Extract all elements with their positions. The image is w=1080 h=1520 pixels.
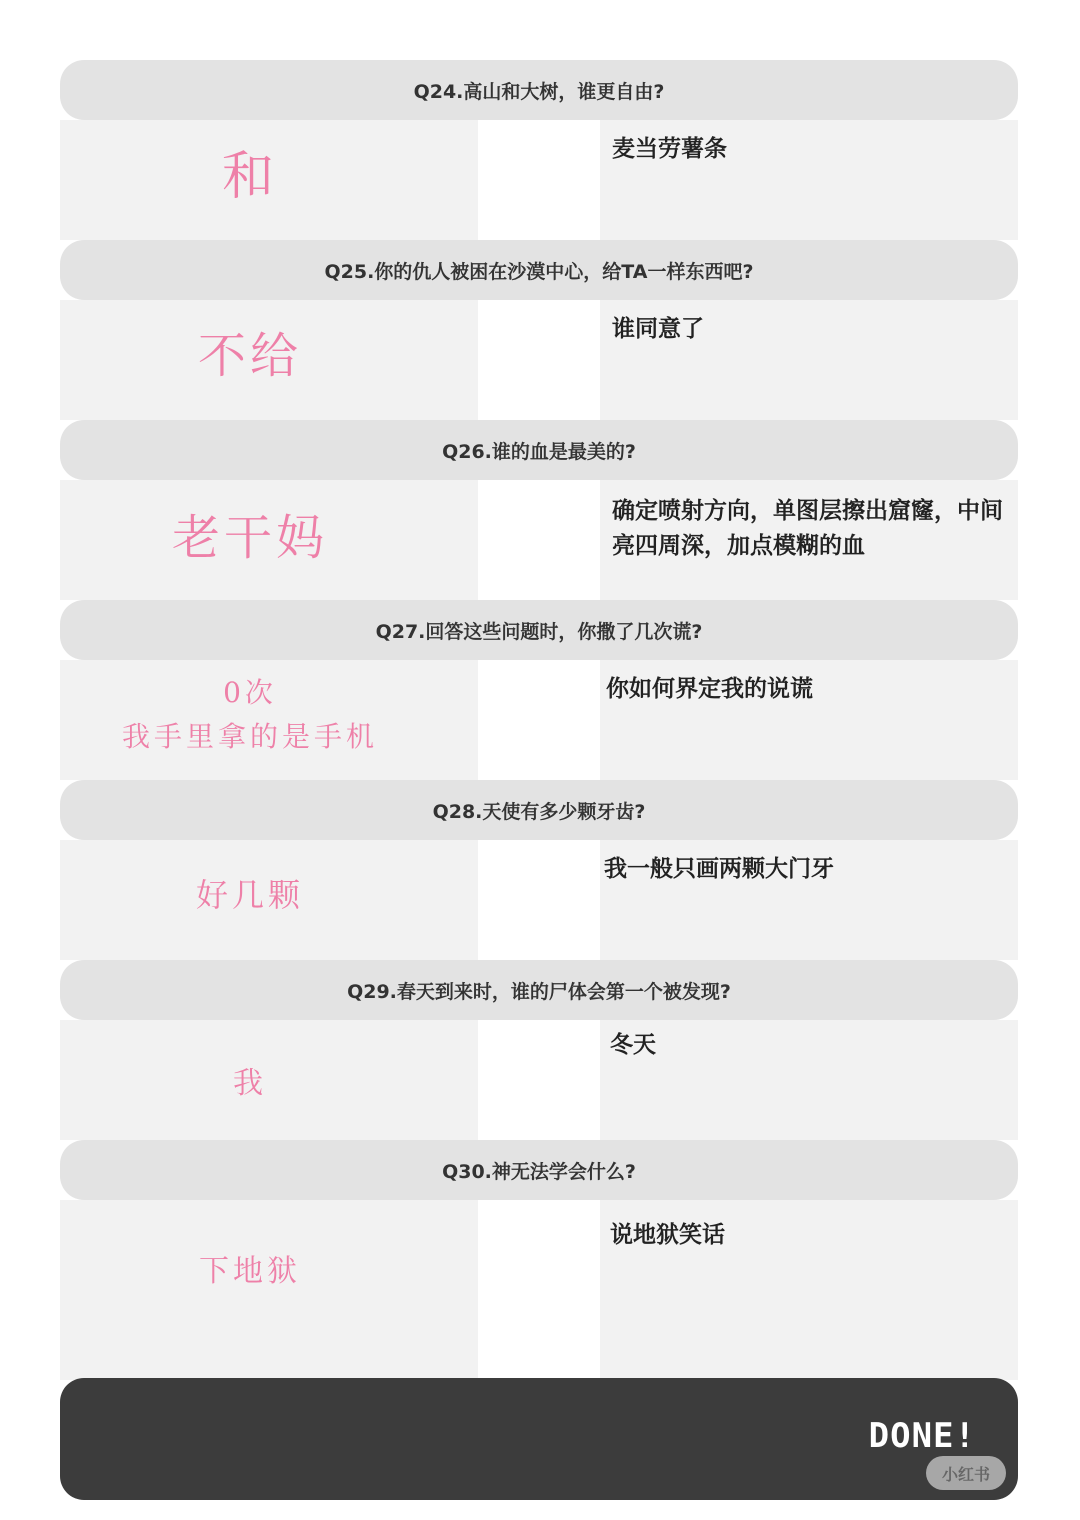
typed-answer-cell: [600, 300, 1018, 420]
handwritten-answer: 不给: [197, 328, 302, 384]
question-bar: Q30.神无法学会什么?: [60, 1140, 1018, 1200]
qa-block-28: [60, 780, 1018, 960]
typed-answer: 说地狱笑话: [610, 1222, 725, 1248]
typed-answer: 冬天: [610, 1032, 656, 1058]
typed-answer-cell: [600, 120, 1018, 240]
typed-answer: 谁同意了: [612, 316, 704, 342]
questionnaire-sheet: [60, 60, 1018, 1380]
handwritten-answer: 好几颗: [195, 876, 304, 914]
qa-block-30: [60, 1140, 1018, 1380]
question-bar: Q29.春天到来时，谁的尸体会第一个被发现?: [60, 960, 1018, 1020]
handwritten-answer: 和: [221, 147, 278, 207]
question-bar: Q28.天使有多少颗牙齿?: [60, 780, 1018, 840]
question-bar: Q25.你的仇人被困在沙漠中心，给TA一样东西吧?: [60, 240, 1018, 300]
column-gap: [478, 1200, 600, 1380]
column-gap: [478, 300, 600, 420]
watermark-logo: 小红书: [926, 1456, 1006, 1490]
typed-answer-cell: [600, 1200, 1018, 1380]
typed-answer: 我一般只画两颗大门牙: [604, 856, 834, 882]
qa-block-29: [60, 960, 1018, 1140]
question-bar: Q24.高山和大树，谁更自由?: [60, 60, 1018, 120]
qa-block-25: [60, 240, 1018, 420]
handwritten-answer-cell: [60, 120, 478, 240]
handwritten-answer: 下地狱: [199, 1254, 301, 1289]
column-gap: [478, 840, 600, 960]
handwritten-answer: 0次: [223, 676, 277, 709]
typed-answer-cell: [600, 480, 1018, 600]
column-gap: [478, 660, 600, 780]
qa-block-27: [60, 600, 1018, 780]
question-bar: Q27.回答这些问题时，你撒了几次谎?: [60, 600, 1018, 660]
typed-answer: 确定喷射方向，单图层擦出窟窿，中间亮四周深，加点模糊的血: [612, 498, 1003, 559]
handwritten-answer-cell: [60, 480, 478, 600]
column-gap: [478, 1020, 600, 1140]
column-gap: [478, 480, 600, 600]
handwritten-answer: 我: [233, 1066, 267, 1101]
handwritten-answer-cell: [60, 840, 478, 960]
handwritten-answer-line-2: 我手里拿的是手机: [121, 720, 378, 753]
qa-block-26: [60, 420, 1018, 600]
column-gap: [478, 120, 600, 240]
handwritten-answer-cell: [60, 1020, 478, 1140]
handwritten-answer: 老干妈: [171, 510, 328, 566]
question-bar: Q26.谁的血是最美的?: [60, 420, 1018, 480]
qa-block-24: [60, 60, 1018, 240]
done-label: DONE!: [868, 1416, 976, 1456]
typed-answer-cell: [600, 1020, 1018, 1140]
handwritten-answer-cell: [60, 1200, 478, 1380]
handwritten-answer-cell: [60, 660, 478, 780]
typed-answer: 你如何界定我的说谎: [606, 676, 813, 702]
done-bar: [60, 1378, 1018, 1500]
typed-answer: 麦当劳薯条: [612, 136, 727, 162]
typed-answer-cell: [600, 660, 1018, 780]
typed-answer-cell: [600, 840, 1018, 960]
handwritten-answer-cell: [60, 300, 478, 420]
